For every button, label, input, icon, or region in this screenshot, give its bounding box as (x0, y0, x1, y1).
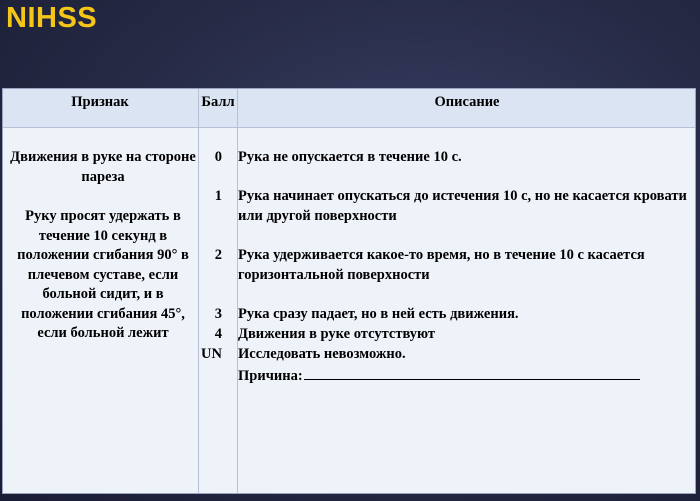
sign-cell (8, 148, 198, 344)
score-description: Рука не опускается в течение 10 с. (238, 149, 462, 165)
score-description: Исследовать невозможно. (238, 346, 406, 362)
score-description: Движения в руке отсутствуют (238, 326, 436, 342)
score-value: 1 (214, 188, 222, 204)
reason-label: Причина: (238, 368, 303, 384)
score-description: Рука сразу падает, но в ней есть движения. (238, 306, 519, 322)
sign-cell-title: Движения в руке на стороне пареза (10, 149, 196, 185)
slide-title: NIHSS (6, 2, 98, 34)
reason-row (238, 365, 690, 387)
score-value: 3 (214, 306, 222, 322)
score-description: Рука удерживается какое-то время, но в течение 10 с касается горизонтальной поверхности (238, 247, 645, 283)
score-value: 0 (214, 149, 222, 165)
header-score: Балл (201, 94, 235, 110)
score-description: Рука начинает опускаться до истечения 10 с, но не касается кровати или другой поверхности (238, 188, 687, 224)
header-sign: Признак (71, 94, 129, 110)
sign-cell-instructions: Руку просят удержать в течение 10 секунд в положении сгибания 90° в плечевом суставе, если больной сидит, и в положении сгибания 45°, если больной лежит (17, 208, 189, 341)
score-value: 4 (214, 326, 222, 342)
nihss-table (2, 88, 696, 494)
reason-blank-line (304, 365, 640, 380)
score-value: UN (201, 346, 222, 362)
header-description: Описание (434, 94, 500, 110)
score-value: 2 (214, 247, 222, 263)
